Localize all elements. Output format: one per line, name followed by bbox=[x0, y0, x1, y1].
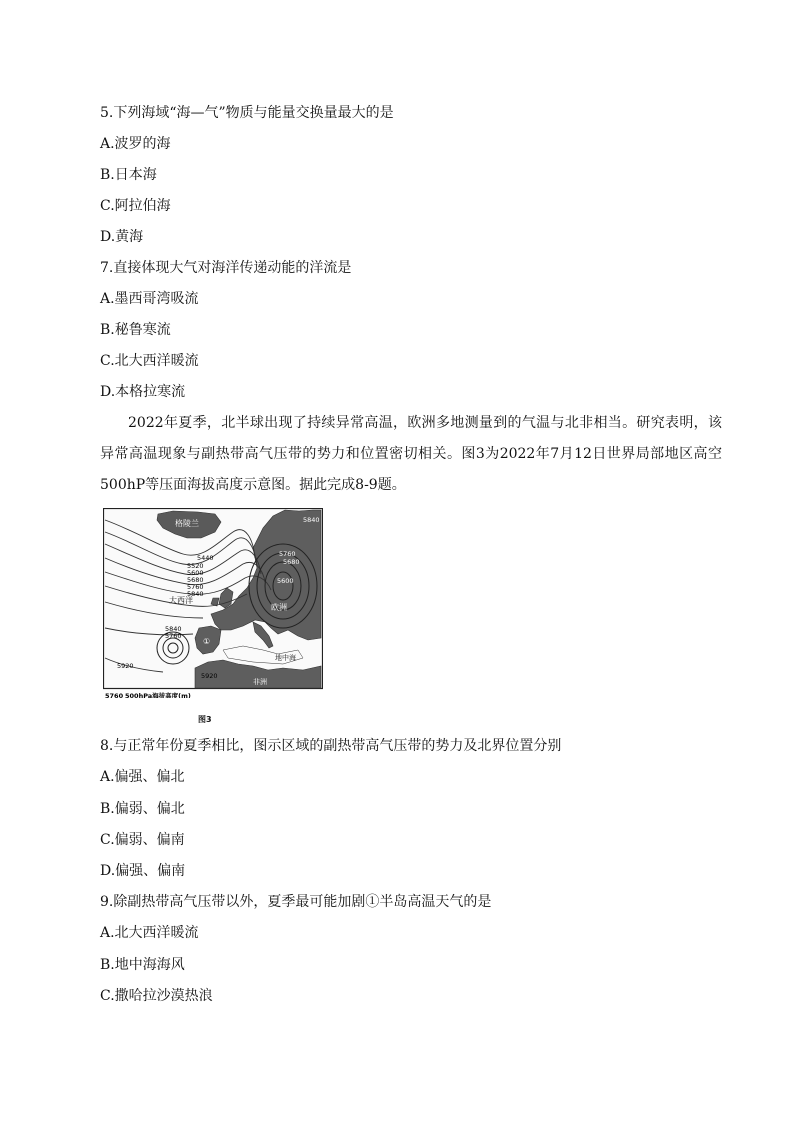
low-label-5760: 5760 bbox=[279, 550, 296, 558]
contour-label-5840: 5840 bbox=[187, 590, 204, 598]
question-5-stem: 5.下列海域“海—气”物质与能量交换量最大的是 bbox=[100, 105, 394, 121]
question-5-option-c: C.阿拉伯海 bbox=[100, 198, 171, 214]
map-svg bbox=[103, 508, 323, 698]
figure-caption: 图3 bbox=[198, 715, 212, 724]
question-9-option-a: A.北大西洋暖流 bbox=[100, 925, 199, 941]
question-7-option-b: B.秘鲁寒流 bbox=[100, 322, 171, 338]
question-9-stem: 9.除副热带高气压带以外，夏季最可能加剧①半岛高温天气的是 bbox=[100, 894, 492, 910]
question-8-option-b: B.偏弱、偏北 bbox=[100, 801, 185, 817]
label-marker-1: ① bbox=[203, 637, 211, 646]
question-5-option-a: A.波罗的海 bbox=[100, 136, 171, 152]
label-mediterranean: 地中海 bbox=[275, 654, 296, 662]
contour-label-5680: 5680 bbox=[187, 576, 204, 584]
question-5-option-d: D.黄海 bbox=[100, 229, 144, 245]
label-greenland: 格陵兰 bbox=[175, 519, 199, 528]
label-africa: 非洲 bbox=[253, 678, 267, 686]
high-label-5760: 5760 bbox=[165, 632, 182, 640]
label-atlantic: 大西洋 bbox=[169, 596, 193, 605]
label-5920-bottom: 5920 bbox=[201, 672, 218, 680]
label-europe: 欧洲 bbox=[271, 603, 287, 612]
question-8-option-a: A.偏强、偏北 bbox=[100, 769, 185, 785]
legend-value: 5760 bbox=[105, 692, 124, 698]
question-7-option-d: D.本格拉寒流 bbox=[100, 384, 186, 400]
low-label-5600: 5600 bbox=[277, 577, 294, 585]
corner-label-5840: 5840 bbox=[303, 516, 320, 524]
contour-label-5760: 5760 bbox=[187, 583, 204, 591]
figure-500hpa-map bbox=[103, 508, 323, 698]
legend-text: 500hPa海拔高度(m) bbox=[125, 692, 191, 698]
high-label-5840: 5840 bbox=[165, 625, 182, 633]
question-8-stem: 8.与正常年份夏季相比，图示区域的副热带高气压带的势力及北界位置分别 bbox=[100, 738, 562, 754]
low-label-5680: 5680 bbox=[283, 558, 300, 566]
question-7-option-c: C.北大西洋暖流 bbox=[100, 353, 199, 369]
question-7-option-a: A.墨西哥湾吸流 bbox=[100, 291, 199, 307]
question-8-option-c: C.偏弱、偏南 bbox=[100, 832, 185, 848]
label-5920-left: 5920 bbox=[117, 662, 134, 670]
question-9-option-b: B.地中海海风 bbox=[100, 957, 185, 973]
contour-label-5440: 5440 bbox=[197, 554, 214, 562]
question-7-stem: 7.直接体现大气对海洋传递动能的洋流是 bbox=[100, 260, 352, 276]
question-8-option-d: D.偏强、偏南 bbox=[100, 863, 186, 879]
question-5-option-b: B.日本海 bbox=[100, 167, 157, 183]
contour-label-5600: 5600 bbox=[187, 569, 204, 577]
passage-text: 2022年夏季，北半球出现了持续异常高温，欧洲多地测量到的气温与北非相当。研究表明，该异常高温现象与副热带高气压带的势力和位置密切相关。图3为2022年7月12日世界局部地区高空500hP等压面海拔高度示意图。据此完成8-9题。 bbox=[100, 415, 722, 493]
contour-label-5520: 5520 bbox=[187, 562, 204, 570]
question-9-option-c: C.撒哈拉沙漠热浪 bbox=[100, 988, 213, 1004]
